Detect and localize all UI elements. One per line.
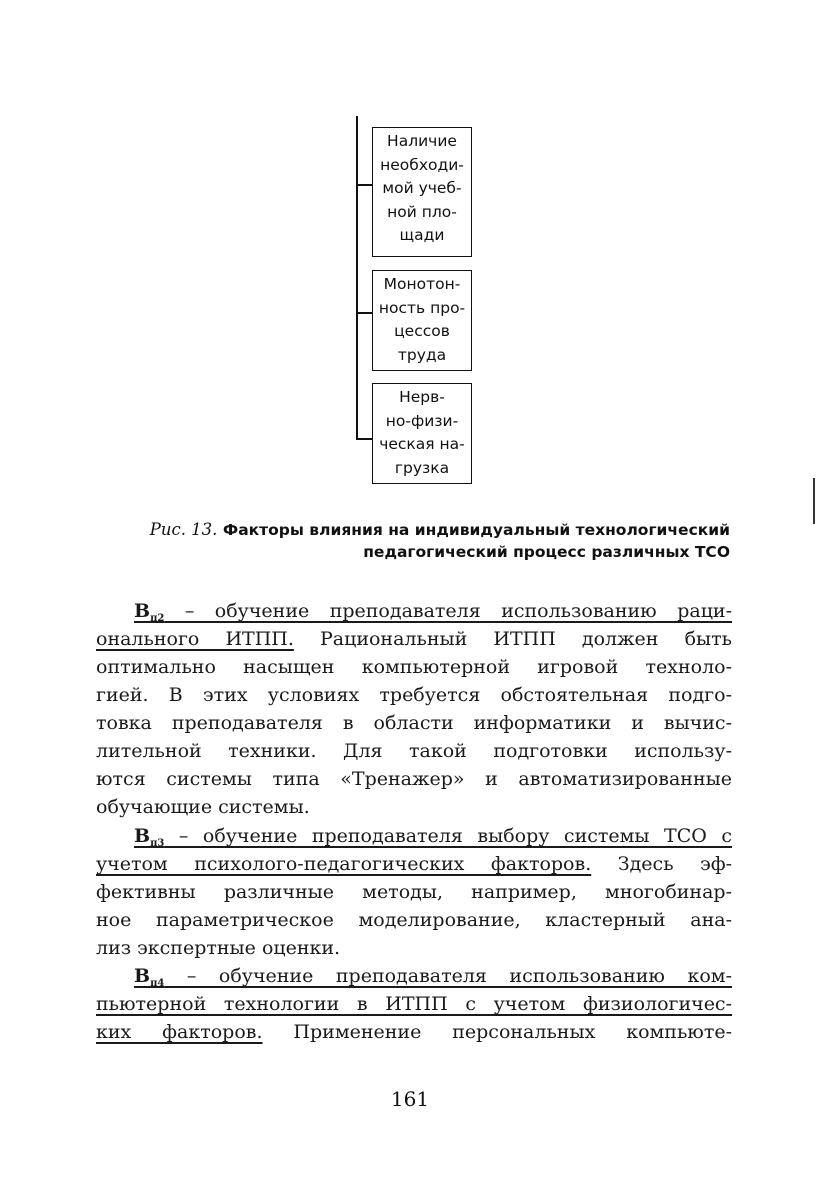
- paragraph-1: [96, 597, 732, 821]
- underlined-heading: онального ИТПП.: [96, 628, 294, 650]
- term-subscript: п4: [150, 978, 165, 989]
- diagram-trunk-line: [356, 116, 358, 438]
- text-line: ное параметрическое моделирование, кластерный ана-: [96, 909, 732, 931]
- text-line: Здесь эф-: [591, 853, 732, 875]
- underlined-heading: – обучение преподавателя использованию раци-: [164, 600, 732, 622]
- figure-diagram: [0, 0, 839, 500]
- box-text: Монотон-: [383, 275, 461, 293]
- caption-text-line-2: педагогический процесс различных ТСО: [363, 543, 730, 561]
- figure-caption: [96, 519, 730, 563]
- text-line: гией. В этих условиях требуется обстоятельная подго-: [96, 684, 732, 706]
- box-text: Нерв-: [399, 388, 445, 406]
- caption-label: Рис. 13.: [149, 520, 218, 539]
- term-symbol: В: [134, 825, 151, 847]
- factor-box-study-area: [372, 127, 472, 257]
- box-text: щади: [399, 226, 445, 244]
- diagram-connector: [356, 184, 373, 186]
- term-subscript: п2: [150, 613, 165, 624]
- scan-margin-mark: [813, 478, 815, 524]
- box-text: ной пло-: [387, 202, 457, 221]
- factor-box-monotony: [372, 270, 472, 371]
- underlined-heading: – обучение преподавателя использованию ком-: [164, 965, 732, 987]
- text-line: Применение персональных компьюте-: [262, 1021, 733, 1043]
- text-line: лиз экспертные оценки.: [96, 937, 341, 959]
- text-line: лительной техники. Для такой подготовки использу-: [96, 740, 732, 762]
- box-text: но-физи-: [385, 411, 459, 430]
- box-text: труда: [397, 345, 447, 364]
- underlined-heading: – обучение преподавателя выбору системы ТСО с: [164, 825, 732, 847]
- text-line: товка преподавателя в области информатики и вычис-: [96, 712, 732, 734]
- diagram-connector: [356, 312, 373, 314]
- term-subscript: п3: [150, 838, 165, 849]
- term-symbol: В: [134, 600, 151, 622]
- factor-box-nervous-load: [372, 383, 472, 484]
- page-number: 161: [390, 1087, 430, 1111]
- box-text: необходи-: [380, 155, 464, 174]
- underlined-heading: учетом психолого-педагогических факторов.: [96, 853, 592, 875]
- text-line: обучающие системы.: [96, 796, 310, 818]
- caption-text-line-1: Факторы влияния на индивидуальный технологический: [217, 521, 730, 539]
- term-symbol: В: [134, 965, 151, 987]
- text-line: ются системы типа «Тренажер» и автоматизированные: [96, 768, 732, 790]
- box-text: грузка: [394, 458, 450, 477]
- box-text: ческая на-: [379, 435, 465, 453]
- underlined-heading: ких факторов.: [96, 1021, 263, 1043]
- paragraph-2: [96, 822, 732, 962]
- box-text: Наличие: [387, 132, 457, 150]
- paragraph-3: [96, 962, 732, 1046]
- box-text: мой учеб-: [382, 179, 462, 197]
- underlined-heading: пьютерной технологии в ИТПП с учетом физиологичес-: [96, 993, 732, 1015]
- box-text: ность про-: [378, 298, 466, 317]
- box-text: цессов: [394, 322, 450, 340]
- diagram-connector: [356, 438, 373, 440]
- text-line: Рациональный ИТПП должен быть: [293, 628, 732, 650]
- text-line: оптимально насыщен компьютерной игровой техноло-: [96, 656, 732, 678]
- text-line: фективны различные методы, например, многобинар-: [96, 881, 732, 903]
